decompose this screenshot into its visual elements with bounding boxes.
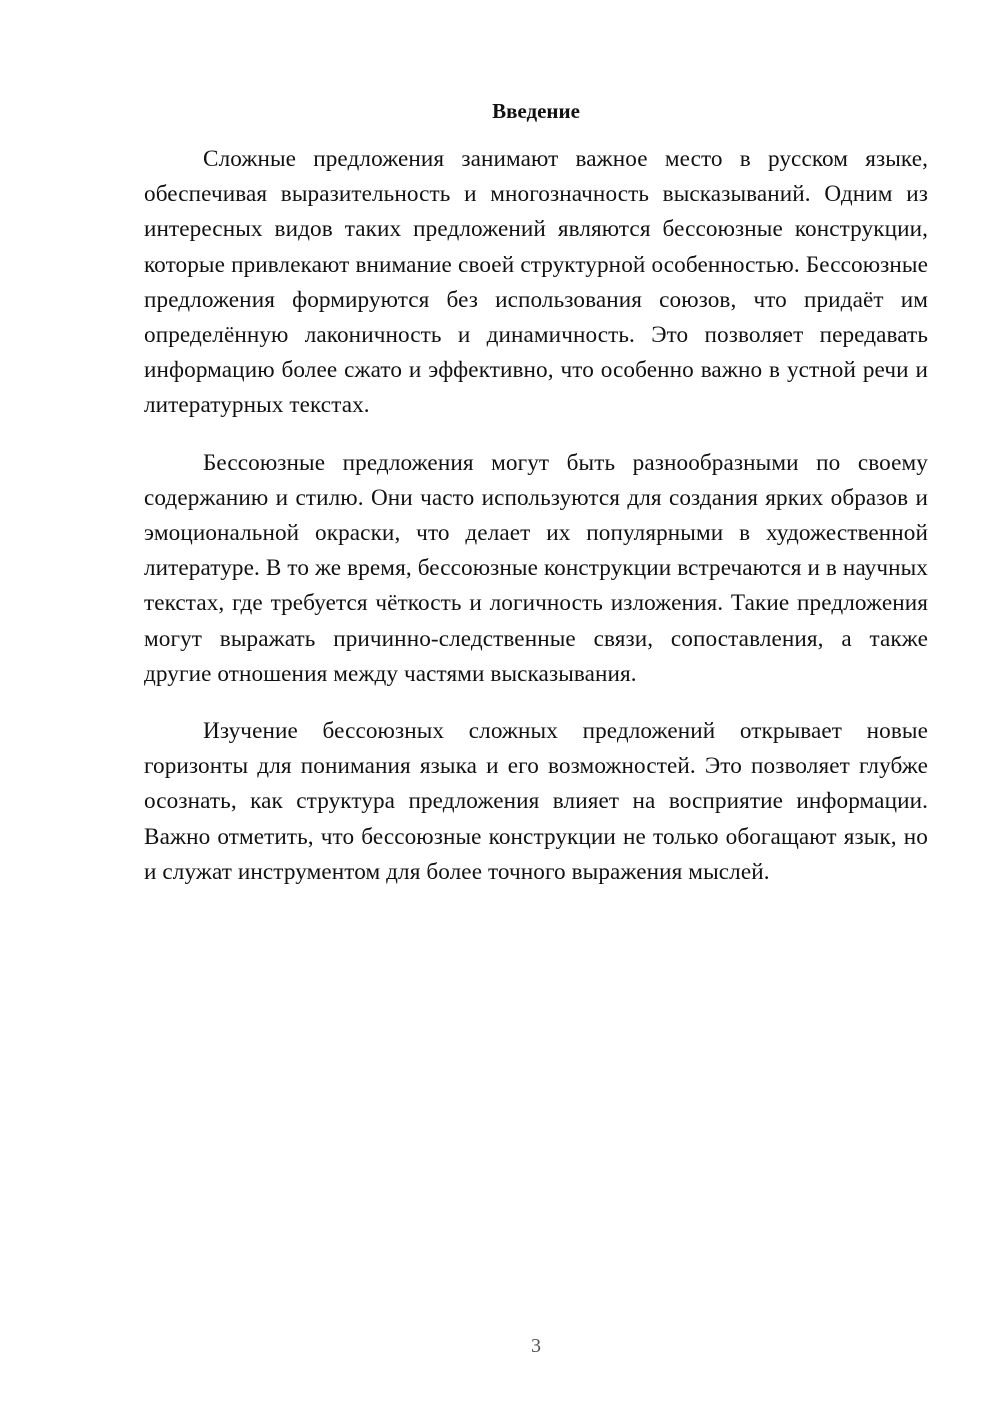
section-heading: Введение [492,99,580,123]
paragraph-2: Бессоюзные предложения могут быть разнообразными по своему содержанию и стилю. Они часто используются для создания ярких образов и эмоциональной окраски, что делает их популярными в художественной литературе. В то же время, бессоюзные конструкции встречаются и в научных текстах, где требуется чёткость и логичность изложения. Такие предложения могут выражать причинно-следственные связи, сопоставления, а также другие отношения между частями высказывания. [144,449,928,687]
paragraph-3: Изучение бессоюзных сложных предложений открывает новые горизонты для понимания языка и его возможностей. Это позволяет глубже осознать, как структура предложения влияет на восприятие информации. Важно отметить, что бессоюзные конструкции не только обогащают язык, но и служат инструментом для более точного выражения мыслей. [144,718,928,885]
page-number: 3 [531,1335,541,1357]
body-text [144,142,928,890]
paragraph-1: Сложные предложения занимают важное место в русском языке, обеспечивая выразительность и многозначность высказываний. Одним из интересных видов таких предложений являются бессоюзные конструкции, которые привлекают внимание своей структурной особенностью. Бессоюзные предложения формируются без использования союзов, что придаёт им определённую лаконичность и динамичность. Это позволяет передавать информацию более сжато и эффективно, что особенно важно в устной речи и литературных текстах. [144,146,928,419]
